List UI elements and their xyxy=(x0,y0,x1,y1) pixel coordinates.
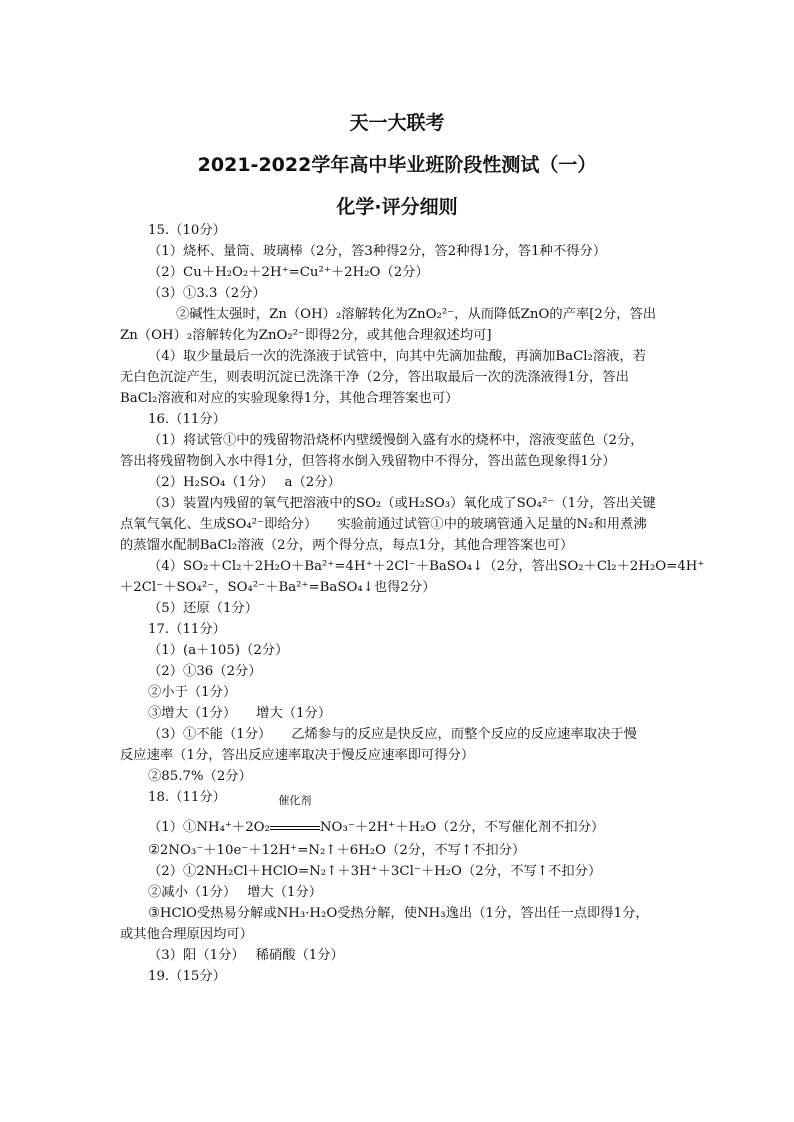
text-line: ＋2Cl⁻＋SO₄²⁻，SO₄²⁻＋Ba²⁺=BaSO₄↓也得2分） xyxy=(120,580,436,595)
text-line: 无白色沉淀产生，则表明沉淀已洗涤干净（2分，答出取最后一次的洗涤液得1分，答出 xyxy=(120,370,629,385)
text-line: ②小于（1分） xyxy=(148,685,237,700)
text-line: 18.（11分） xyxy=(148,790,226,805)
answer-block-1 xyxy=(120,220,705,808)
text-line: （2）Cu＋H₂O₂＋2H⁺=Cu²⁺＋2H₂O（2分） xyxy=(148,265,429,280)
answer-block-2 xyxy=(120,840,680,987)
subject-title: 化学·评分细则 xyxy=(336,196,458,218)
text-line: ②减小（1分） 增大（1分） xyxy=(148,885,323,900)
org-title: 天一大联考 xyxy=(349,112,445,134)
text-line: （4）SO₂＋Cl₂＋2H₂O＋Ba²⁺=4H⁺＋2Cl⁻＋BaSO₄↓（2分，答出SO₂＋Cl₂＋2H₂O=4H⁺ xyxy=(148,559,705,574)
text-line: 15.（10分） xyxy=(148,223,226,238)
text-line: （1）(a＋105)（2分） xyxy=(148,643,289,658)
text-line: （1）将试管①中的残留物沿烧杯内壁缓慢倒入盛有水的烧杯中，溶液变蓝色（2分， xyxy=(148,433,644,448)
text-line: ②碱性太强时，Zn（OH）₂溶解转化为ZnO₂²⁻，从而降低ZnO的产率[2分，答出 xyxy=(176,307,657,322)
catalyst-label: 催化剂 xyxy=(278,794,312,807)
text-line: 或其他合理原因均可） xyxy=(120,927,253,942)
text-line: Zn（OH）₂溶解转化为ZnO₂²⁻即得2分，或其他合理叙述均可] xyxy=(120,328,492,343)
text-line: ③增大（1分） 增大（1分） xyxy=(148,706,332,721)
text-line: ②2NO₃⁻＋10e⁻＋12H⁺=N₂↑＋6H₂O（2分，不写↑不扣分） xyxy=(148,843,526,858)
text-line: 答出将残留物倒入水中得1分，但答将水倒入残留物中不得分，答出蓝色现象得1分） xyxy=(120,454,616,469)
text-line: （4）取少量最后一次的洗涤液于试管中，向其中先滴加盐酸，再滴加BaCl₂溶液，若 xyxy=(148,349,647,364)
text-line: （5）还原（1分） xyxy=(148,601,258,616)
text-line: BaCl₂溶液和对应的实验现象得1分，其他合理答案也可） xyxy=(120,391,459,406)
text-line: 19.（15分） xyxy=(148,969,226,984)
equation-left: （1）①NH₄⁺＋2O₂ xyxy=(148,820,270,835)
text-line: （3）阳（1分） 稀硝酸（1分） xyxy=(148,948,344,963)
text-line: 反应速率（1分，答出反应速率取决于慢反应速率即可得分） xyxy=(120,748,475,763)
text-line: ②85.7%（2分） xyxy=(148,769,252,784)
text-line: 的蒸馏水配制BaCl₂溶液（2分，两个得分点，每点1分，其他合理答案也可） xyxy=(120,538,574,553)
text-line: （2）①2NH₂Cl＋HClO=N₂↑＋3H⁺＋3Cl⁻＋H₂O（2分，不写↑不扣分） xyxy=(148,864,602,879)
exam-title: 2021-2022学年高中毕业班阶段性测试（一） xyxy=(197,154,597,176)
text-line: （2）H₂SO₄（1分） a（2分） xyxy=(148,475,341,490)
text-line: ③HClO受热易分解或NH₃·H₂O受热分解，使NH₃逸出（1分，答出任一点即得1分， xyxy=(148,906,649,921)
text-line: （2）①36（2分） xyxy=(148,664,262,679)
equation-right: NO₃⁻＋2H⁺＋H₂O（2分，不写催化剂不扣分） xyxy=(319,820,605,835)
text-line: （3）①3.3（2分） xyxy=(148,286,266,301)
catalyst-arrow xyxy=(270,794,320,848)
text-line: 16.（11分） xyxy=(148,412,226,427)
text-line: （1）烧杯、量筒、玻璃棒（2分，答3种得2分，答2种得1分，答1种不得分） xyxy=(148,244,607,259)
double-line-icon xyxy=(270,826,320,830)
text-line: （3）装置内残留的氧气把溶液中的SO₂（或H₂SO₃）氧化成了SO₄²⁻（1分，答出关键 xyxy=(148,496,656,511)
text-line: 17.（11分） xyxy=(148,622,226,637)
document-body xyxy=(120,220,705,987)
text-line: （3）①不能（1分） 乙烯参与的反应是快反应，而整个反应的反应速率取决于慢 xyxy=(148,727,637,742)
text-line: 点氧气氧化、生成SO₄²⁻即给分） 实验前通过试管①中的玻璃管通入足量的N₂和用煮沸 xyxy=(120,517,647,532)
